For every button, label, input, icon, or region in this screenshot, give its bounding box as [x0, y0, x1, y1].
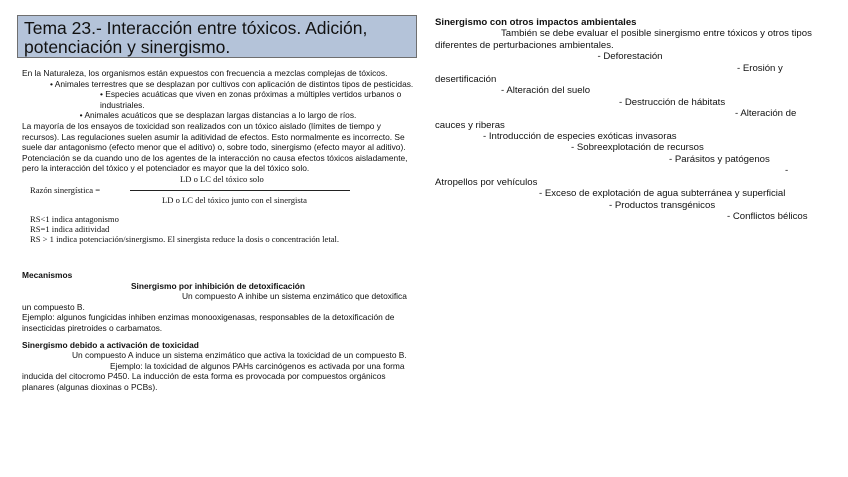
potentiation-paragraph: Potenciación se da cuando uno de los agentes de la interacción no causa efectos tóxicos aisladamente, pero la interacción del tóxico y el potenciador es mayor que la del tóxico solo.	[22, 152, 408, 174]
left-column	[22, 68, 414, 392]
impact-item: - Deforestación	[597, 51, 663, 63]
activation-example: Ejemplo: la toxicidad de algunos PAHs carcinógenos es activada por una forma inducida del citocromo P450. La inducción de esta forma es provocada por compuestos orgánicos planares (algunas dioxinas o PCBs).	[22, 360, 405, 392]
impact-item: - Sobreexplotación de recursos	[571, 142, 704, 154]
impact-item: - Conflictos bélicos	[727, 210, 808, 222]
impact-item: - Erosión y desertificación	[435, 62, 783, 86]
bullet-terrestrial: • Animales terrestres que se desplazan por cultivos con aplicación de distintos tipos de pesticidas.	[50, 78, 414, 89]
impact-item: - Exceso de explotación de agua subterránea y superficial	[539, 188, 786, 200]
bullet-aquatic-species: • Especies acuáticas que viven en zonas próximas a múltiples vertidos urbanos o industriales.	[100, 89, 402, 110]
slide-title: Tema 23.- Interacción entre tóxicos. Adición, potenciación y sinergismo.	[17, 15, 417, 58]
impact-item: - Alteración del suelo	[501, 85, 591, 97]
environmental-heading: Sinergismo con otros impactos ambientales	[435, 17, 637, 28]
activation-text: Un compuesto A induce un sistema enzimático que activa la toxicidad de un compuesto B.	[72, 350, 407, 361]
activation-heading: Sinergismo debido a activación de toxicidad	[22, 339, 199, 350]
impact-item: - Alteración de cauces y riberas	[435, 108, 797, 131]
bullet-aquatic-animals: • Animales acuáticos que se desplazan largas distancias a lo largo de ríos.	[79, 110, 357, 121]
inhibition-text: Un compuesto A inhibe un sistema enzimático que detoxifica un compuesto B.	[22, 291, 407, 312]
fraction-bar	[130, 190, 350, 191]
formula-denominator: LD o LC del tóxico junto con el sinergista	[162, 194, 307, 205]
impact-item: - Atropellos por vehículos	[435, 165, 789, 188]
environmental-intro: También se debe evaluar el posible sinergismo entre tóxicos y otros tipos diferentes de perturbaciones ambientales.	[435, 28, 812, 51]
ratio-legend	[30, 214, 400, 244]
ratio-synergism: RS > 1 indica potenciación/sinergismo. El sinergista reduce la dosis o concentración letal.	[30, 233, 340, 244]
intro-paragraph: En la Naturaleza, los organismos están expuestos con frecuencia a mezclas complejas de tóxicos.	[22, 68, 388, 78]
impact-item: - Productos transgénicos	[609, 199, 716, 211]
impact-item: - Destrucción de hábitats	[619, 96, 726, 108]
formula-numerator: LD o LC del tóxico solo	[180, 173, 264, 184]
mecanismos-heading: Mecanismos	[22, 269, 73, 280]
impact-item: - Introducción de especies exóticas invasoras	[483, 131, 677, 143]
inhibition-example: Ejemplo: algunos fungicidas inhiben enzimas monooxigenasas, responsables de la detoxificación de insecticidas piretroides o carbamatos.	[22, 312, 395, 333]
synergistic-ratio-formula	[22, 174, 414, 261]
ratio-additivity: RS=1 indica aditividad	[30, 223, 110, 234]
ratio-antagonism: RS<1 indica antagonismo	[30, 213, 119, 224]
toxicity-tests-paragraph: La mayoría de los ensayos de toxicidad son realizados con un tóxico aislado (límites de tiempo y recursos). Las regulaciones suelen asumir la aditividad de efectos. Esto normalmente es incorrecto. Se suele dar antagonismo (efecto menor que el aditivo) o, sobre todo, sinergismo (efecto mayor al aditivo).	[22, 120, 406, 153]
inhibition-heading: Sinergismo por inhibición de detoxificación	[130, 280, 306, 291]
right-column	[435, 17, 825, 222]
formula-label: Razón sinergística =	[30, 184, 101, 195]
impact-item: - Parásitos y patógenos	[669, 153, 770, 165]
